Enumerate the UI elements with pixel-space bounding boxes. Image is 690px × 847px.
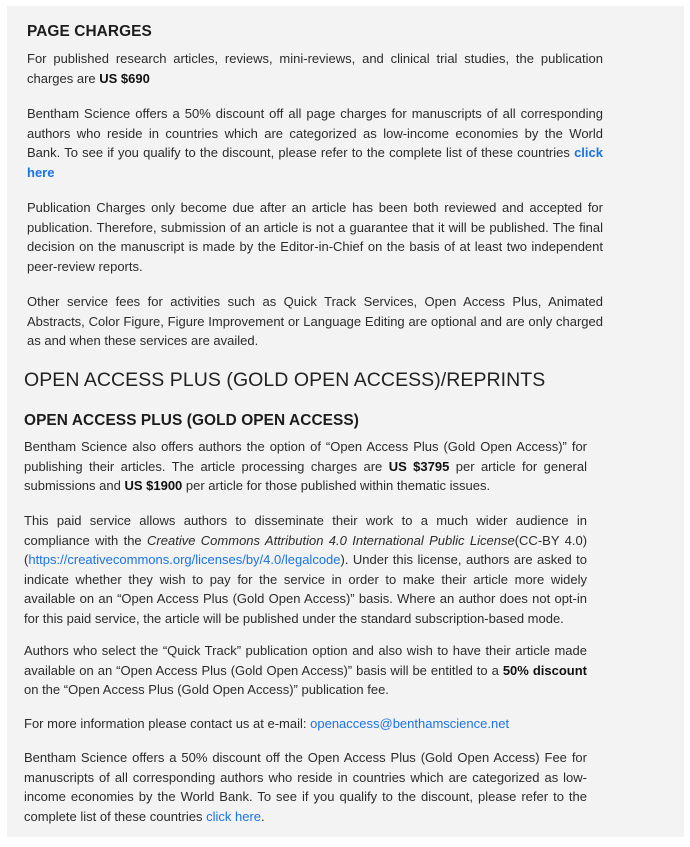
open-access-paragraph-5 bbox=[24, 748, 587, 826]
text: For more information please contact us at e-mail: bbox=[24, 716, 311, 731]
page-charges-heading: PAGE CHARGES bbox=[27, 23, 152, 40]
open-access-plus-subheading: OPEN ACCESS PLUS (GOLD OPEN ACCESS) bbox=[24, 412, 360, 429]
open-access-reprints-heading: OPEN ACCESS PLUS (GOLD OPEN ACCESS)/REPRINTS bbox=[24, 369, 546, 391]
text: (CC-BY 4.0) ( bbox=[24, 532, 588, 568]
open-access-contact bbox=[24, 714, 587, 734]
general-apc-price: US $3795 bbox=[388, 458, 450, 474]
publication-price: US $690 bbox=[99, 70, 150, 86]
text: For published research articles, reviews, mini-reviews, and clinical trial studies, the publication charges are bbox=[27, 51, 603, 86]
text: . bbox=[261, 808, 265, 824]
text: Authors who select the “Quick Track” publication option and also wish to have their article made available on an “Open Access Plus (Gold Open Access)” basis will be entitled to a bbox=[24, 643, 587, 678]
license-link[interactable]: https://creativecommons.org/licenses/by/4.0/legalcode bbox=[28, 552, 341, 568]
quick-track-discount: 50% discount bbox=[502, 662, 587, 678]
text: This paid service allows authors to disseminate their work to a much wider audience in compliance with the bbox=[24, 513, 587, 548]
text: per article for those published within thematic issues. bbox=[182, 478, 491, 494]
page-charges-paragraph-4: Other service fees for activities such as Quick Track Services, Open Access Plus, Animated Abstracts, Color Figure, Figure Improvement or Language Editing are optional and are only charged as and when these services are availed. bbox=[27, 294, 603, 349]
click-here-link[interactable]: click here bbox=[206, 808, 262, 824]
page-charges-paragraph-1 bbox=[27, 49, 603, 88]
open-access-paragraph-1 bbox=[24, 437, 587, 496]
text: per article for general submissions and bbox=[24, 458, 587, 494]
text: on the “Open Access Plus (Gold Open Access)” publication fee. bbox=[24, 682, 389, 698]
open-access-paragraph-2 bbox=[24, 511, 587, 629]
text: ). Under this license, authors are asked to indicate whether they wish to pay for the service in order to make their article more widely available on an “Open Access Plus (Gold Open Access)” basis. Where an author does not opt-in for this paid service, the article will be published under the standard subscription-based mode. bbox=[24, 552, 587, 626]
text: Bentham Science offers a 50% discount off the Open Access Plus (Gold Open Access) Fee for manuscripts of all corresponding authors who reside in countries which are categorized as low-income economies by the World Bank. To see if you qualify to the discount, please refer to the complete list of these countries bbox=[24, 750, 587, 824]
open-access-paragraph-3 bbox=[24, 641, 587, 700]
license-name: Creative Commons Attribution 4.0 International Public License bbox=[147, 532, 515, 548]
text: Bentham Science offers a 50% discount off all page charges for manuscripts of all corresponding authors who reside in countries which are categorized as low-income economies by the World Bank. To see if you qualify to the discount, please refer to the complete list of these countries bbox=[27, 106, 603, 161]
email-link[interactable]: openaccess@benthamscience.net bbox=[310, 716, 510, 731]
text: Bentham Science also offers authors the option of “Open Access Plus (Gold Open Access)” for publishing their articles. The article processing charges are bbox=[24, 439, 587, 474]
page-charges-paragraph-3: Publication Charges only become due after an article has been both reviewed and accepted for publication. Therefore, submission of an article is not a guarantee that it will be published. The final decision on the manuscript is made by the Editor-in-Chief on the basis of at least two independent peer-review reports. bbox=[27, 200, 603, 274]
page-charges-paragraph-2 bbox=[27, 104, 603, 182]
thematic-apc-price: US $1900 bbox=[124, 478, 183, 494]
click-here-link[interactable]: click here bbox=[27, 145, 603, 180]
